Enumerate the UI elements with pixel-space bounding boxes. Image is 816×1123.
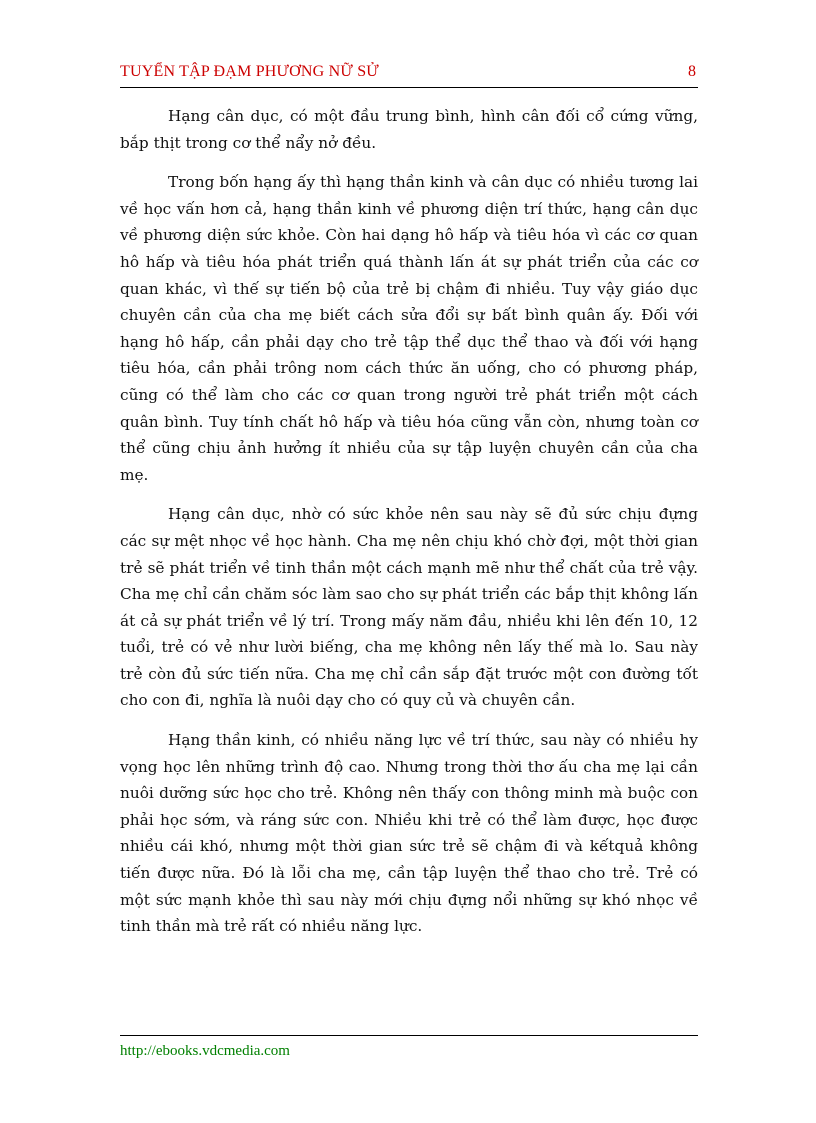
page-number: 8 [688, 63, 696, 80]
footer-divider [120, 1035, 698, 1036]
page-header [120, 61, 698, 88]
page-body [120, 103, 698, 953]
footer-url-link[interactable]: http://ebooks.vdcmedia.com [120, 1043, 290, 1059]
book-title: TUYỂN TẬP ĐẠM PHƯƠNG NỮ SỬ [120, 63, 379, 80]
paragraph: Hạng cân dục, nhờ có sức khỏe nên sau này sẽ đủ sức chịu đựng các sự mệt nhọc về học hành. Cha mẹ nên chịu khó chờ đợi, một thời gian trẻ sẽ phát triển về tinh thần một cách mạnh mẽ như thể chất của trẻ vậy. Cha mẹ chỉ cần chăm sóc làm sao cho sự phát triển các bắp thịt không lấn át cả sự phát triển về lý trí. Trong mấy năm đầu, nhiều khi lên đến 10, 12 tuổi, trẻ có vẻ như lười biếng, cha mẹ không nên lấy thế mà lo. Sau này trẻ còn đủ sức tiến nữa. Cha mẹ chỉ cần sắp đặt trước một con đường tốt cho con đi, nghĩa là nuôi dạy cho có quy củ và chuyên cần. [120, 505, 698, 710]
paragraph: Hạng thần kinh, có nhiều năng lực về trí thức, sau này có nhiều hy vọng học lên những trình độ cao. Nhưng trong thời thơ ấu cha mẹ lại cần nuôi dưỡng sức học cho trẻ. Không nên thấy con thông minh mà buộc con phải học sớm, và ráng sức con. Nhiều khi trẻ có thể làm được, học được nhiều cái khó, nhưng một thời gian sức trẻ sẽ chậm đi và kếtquả không tiến được nữa. Đó là lỗi cha mẹ, cần tập luyện thể thao cho trẻ. Trẻ có một sức mạnh khỏe thì sau này mới chịu đựng nổi những sự khó nhọc về tinh thần mà trẻ rất có nhiều năng lực. [120, 731, 698, 936]
paragraph: Hạng cân dục, có một đầu trung bình, hình cân đối cổ cứng vững, bắp thịt trong cơ thể nẩy nở đều. [120, 107, 698, 152]
paragraph: Trong bốn hạng ấy thì hạng thần kinh và cân dục có nhiều tương lai về học vấn hơn cả, hạng thần kinh về phương diện trí thức, hạng cân dục về phương diện sức khỏe. Còn hai dạng hô hấp và tiêu hóa vì các cơ quan hô hấp và tiêu hóa phát triển quá thành lấn át sự phát triển của các cơ quan khác, vì thế sự tiến bộ của trẻ bị chậm đi nhiều. Tuy vậy giáo dục chuyên cần của cha mẹ biết cách sửa đổi sự bất bình quân ấy. Đối với hạng hô hấp, cần phải dạy cho trẻ tập thể dục thể thao và đối với hạng tiêu hóa, cần phải trông nom cách thức ăn uống, cho có phương pháp, cũng có thể làm cho các cơ quan trong người trẻ phát triển một cách quân bình. Tuy tính chất hô hấp và tiêu hóa cũng vẫn còn, nhưng toàn cơ thể cũng chịu ảnh hưởng ít nhiều của sự tập luyện chuyên cần của cha mẹ. [120, 173, 698, 484]
